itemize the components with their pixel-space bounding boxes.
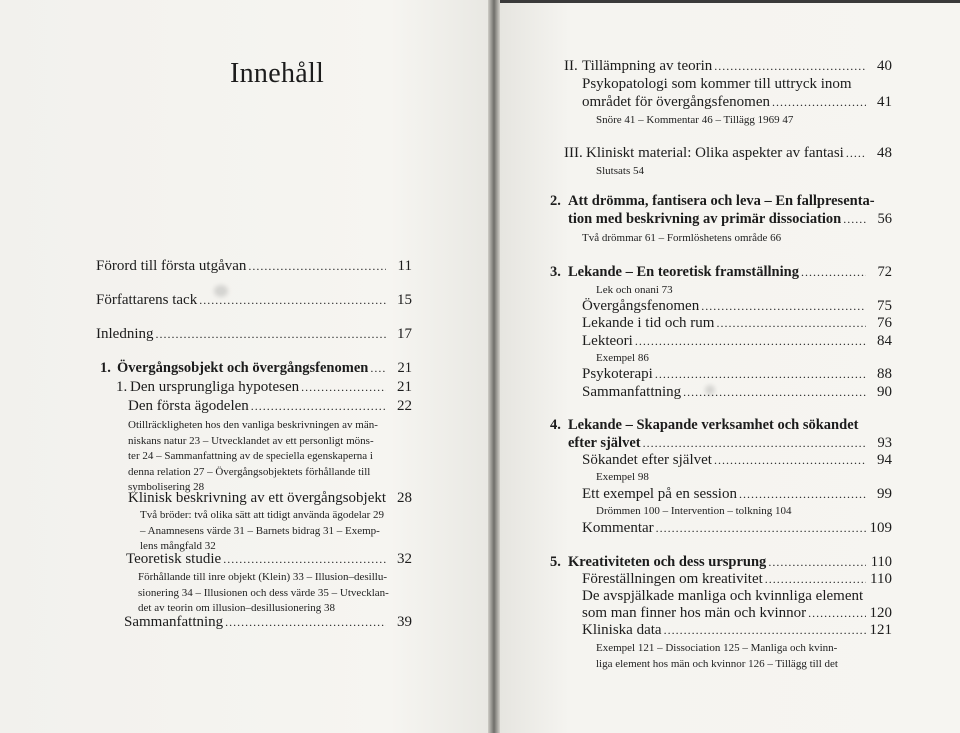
toc-entry xyxy=(582,622,892,639)
toc-entry xyxy=(582,76,892,93)
toc-entry-label: Sökandet efter självet xyxy=(582,452,712,468)
toc-chapter-label: Lekande – En teoretisk framställning xyxy=(568,264,799,280)
toc-chapter xyxy=(568,211,892,228)
toc-entry-page: 28 xyxy=(397,490,412,506)
toc-chapter-label: efter självet xyxy=(568,435,641,451)
smudge xyxy=(214,285,228,297)
toc-entry-page: 109 xyxy=(869,520,892,536)
toc-entry-page: 121 xyxy=(869,622,892,638)
toc-entry-page: 41 xyxy=(877,94,892,110)
toc-entry xyxy=(564,58,892,75)
right-page xyxy=(500,0,960,733)
toc-chapter-page: 72 xyxy=(877,264,892,280)
toc-chapter-label: Övergångsobjekt och övergångsfenomen xyxy=(117,360,369,376)
toc-entry-label: Lekande i tid och rum xyxy=(582,315,715,331)
toc-entry-label: Författarens tack xyxy=(96,292,198,308)
toc-subtopics: Lek och onani 73 xyxy=(596,284,673,296)
toc-entry xyxy=(128,490,412,507)
toc-entry-page: 76 xyxy=(877,315,892,331)
toc-subtopics: Exempel 98 xyxy=(596,471,649,483)
page-title: Innehåll xyxy=(230,58,325,89)
toc-chapter-label: Lekande – Skapande verksamhet och sökandet xyxy=(568,417,859,433)
toc-entry-page: 15 xyxy=(397,292,412,308)
toc-chapter-page: 93 xyxy=(877,435,892,451)
toc-entry-page: 99 xyxy=(877,486,892,502)
toc-entry-label: Ett exempel på en session xyxy=(582,486,737,502)
smudge xyxy=(705,385,715,395)
toc-entry xyxy=(126,551,412,568)
toc-chapter-label: Kreativiteten och dess ursprung xyxy=(568,554,767,570)
toc-entry-number: III. xyxy=(564,145,583,161)
toc-entry xyxy=(582,384,892,401)
toc-entry-page: 90 xyxy=(877,384,892,400)
toc-entry xyxy=(582,366,892,383)
toc-subtopics: Två drömmar 61 – Formlöshetens område 66 xyxy=(582,232,782,244)
toc-entry xyxy=(582,333,892,350)
toc-entry-page: 32 xyxy=(397,551,412,567)
toc-entry-page: 48 xyxy=(877,145,892,161)
toc-entry-label: Kliniska data xyxy=(582,622,662,638)
toc-chapter-label: tion med beskrivning av primär dissociation xyxy=(568,211,842,227)
toc-chapter xyxy=(550,264,892,281)
toc-subtopics: Exempel 121 – Dissociation 125 – Manliga och kvinn- liga element hos män och kvinnor 126 – Tillägg till det xyxy=(596,642,838,670)
toc-chapter xyxy=(100,360,412,377)
toc-entry-label: Kliniskt material: Olika aspekter av fantasi xyxy=(586,145,844,161)
toc-entry xyxy=(96,326,412,343)
toc-entry-label: Kommentar xyxy=(582,520,654,536)
toc-entry-page: 39 xyxy=(397,614,412,630)
toc-entry-page: 21 xyxy=(397,379,412,395)
toc-chapter-number: 5. xyxy=(550,554,561,570)
toc-entry xyxy=(582,452,892,469)
toc-entry xyxy=(116,379,412,396)
toc-chapter xyxy=(550,417,892,434)
toc-entry-label: Teoretisk studie xyxy=(126,551,222,567)
toc-entry-page: 17 xyxy=(397,326,412,342)
toc-entry-page: 120 xyxy=(869,605,892,621)
toc-entry xyxy=(124,614,412,631)
toc-chapter xyxy=(568,435,892,452)
toc-entry xyxy=(564,145,892,162)
toc-entry xyxy=(582,588,892,605)
toc-entry-page: 40 xyxy=(877,58,892,74)
toc-chapter-page: 110 xyxy=(870,554,892,570)
toc-entry xyxy=(96,258,412,275)
toc-entry-label: Tillämpning av teorin xyxy=(582,58,713,74)
toc-subtopics: Förhållande till inre objekt (Klein) 33 – Illusion–desillu- sionering 34 – Illusionen och dess värde 35 – Utvecklan- det av teorin om illusion–desillusionering 38 xyxy=(138,571,389,614)
toc-chapter-number: 1. xyxy=(100,360,111,376)
toc-chapter-number: 4. xyxy=(550,417,561,433)
book-spine xyxy=(488,0,500,733)
toc-entry-label: Lekteori xyxy=(582,333,633,349)
toc-subtopics: Drömmen 100 – Intervention – tolkning 104 xyxy=(596,505,792,517)
toc-entry xyxy=(96,292,412,309)
toc-entry-label: Sammanfattning xyxy=(124,614,224,630)
toc-entry-label: Den första ägodelen xyxy=(128,398,249,414)
toc-entry-label: området för övergångsfenomen xyxy=(582,94,770,110)
toc-entry-label: Psykopatologi som kommer till uttryck inom xyxy=(582,76,852,92)
toc-entry xyxy=(582,94,892,111)
toc-entry-label: Klinisk beskrivning av ett övergångsobjekt xyxy=(128,490,387,506)
toc-chapter-label: Att drömma, fantisera och leva – En fallpresenta- xyxy=(568,193,875,209)
toc-entry-page: 110 xyxy=(870,571,892,587)
toc-subtopics: Två bröder: två olika sätt att tidigt använda ägodelar 29 – Anamnesens värde 31 – Barnets bidrag 31 – Exemp- lens mångfald 32 xyxy=(140,509,385,552)
toc-entry-page: 88 xyxy=(877,366,892,382)
toc-entry-label: Föreställningen om kreativitet xyxy=(582,571,763,587)
toc-entry-page: 94 xyxy=(877,452,892,468)
toc-entry xyxy=(582,315,892,332)
toc-entry-number: II. xyxy=(564,58,578,74)
toc-subtopics: Exempel 86 xyxy=(596,352,649,364)
toc-entry xyxy=(582,571,892,588)
toc-subtopics: Otillräckligheten hos den vanliga beskrivningen av män- niskans natur 23 – Utvecklandet av ett personligt möns- ter 24 – Sammanfattning av de speciella egenskaperna i denna relation 27 – Övergångsobjektets förhållande till symbolisering 28 xyxy=(128,419,378,493)
toc-entry-label: Inledning xyxy=(96,326,154,342)
toc-entry xyxy=(582,520,892,537)
toc-entry-page: 22 xyxy=(397,398,412,414)
toc-entry-page: 84 xyxy=(877,333,892,349)
toc-chapter xyxy=(550,193,892,210)
toc-entry-label: Övergångsfenomen xyxy=(582,298,700,314)
toc-entry-page: 11 xyxy=(397,258,412,274)
toc-entry xyxy=(582,486,892,503)
toc-entry xyxy=(582,298,892,315)
toc-entry-label: De avspjälkade manliga och kvinnliga element xyxy=(582,588,864,604)
toc-entry xyxy=(582,605,892,622)
toc-entry-label: Förord till första utgåvan xyxy=(96,258,247,274)
toc-chapter-page: 21 xyxy=(397,360,412,376)
toc-subtopics: Snöre 41 – Kommentar 46 – Tillägg 1969 47 xyxy=(596,114,794,126)
toc-entry-label: som man finner hos män och kvinnor xyxy=(582,605,807,621)
toc-entry-label: Sammanfattning xyxy=(582,384,682,400)
toc-entry-label: Den ursprungliga hypotesen xyxy=(130,379,300,395)
toc-entry-page: 75 xyxy=(877,298,892,314)
toc-chapter xyxy=(550,554,892,571)
toc-subtopics: Slutsats 54 xyxy=(596,165,644,177)
toc-chapter-page: 56 xyxy=(877,211,892,227)
toc-chapter-number: 2. xyxy=(550,193,561,209)
toc-chapter-number: 3. xyxy=(550,264,561,280)
toc-entry-number: 1. xyxy=(116,379,128,395)
toc-entry xyxy=(128,398,412,415)
toc-entry-label: Psykoterapi xyxy=(582,366,653,382)
